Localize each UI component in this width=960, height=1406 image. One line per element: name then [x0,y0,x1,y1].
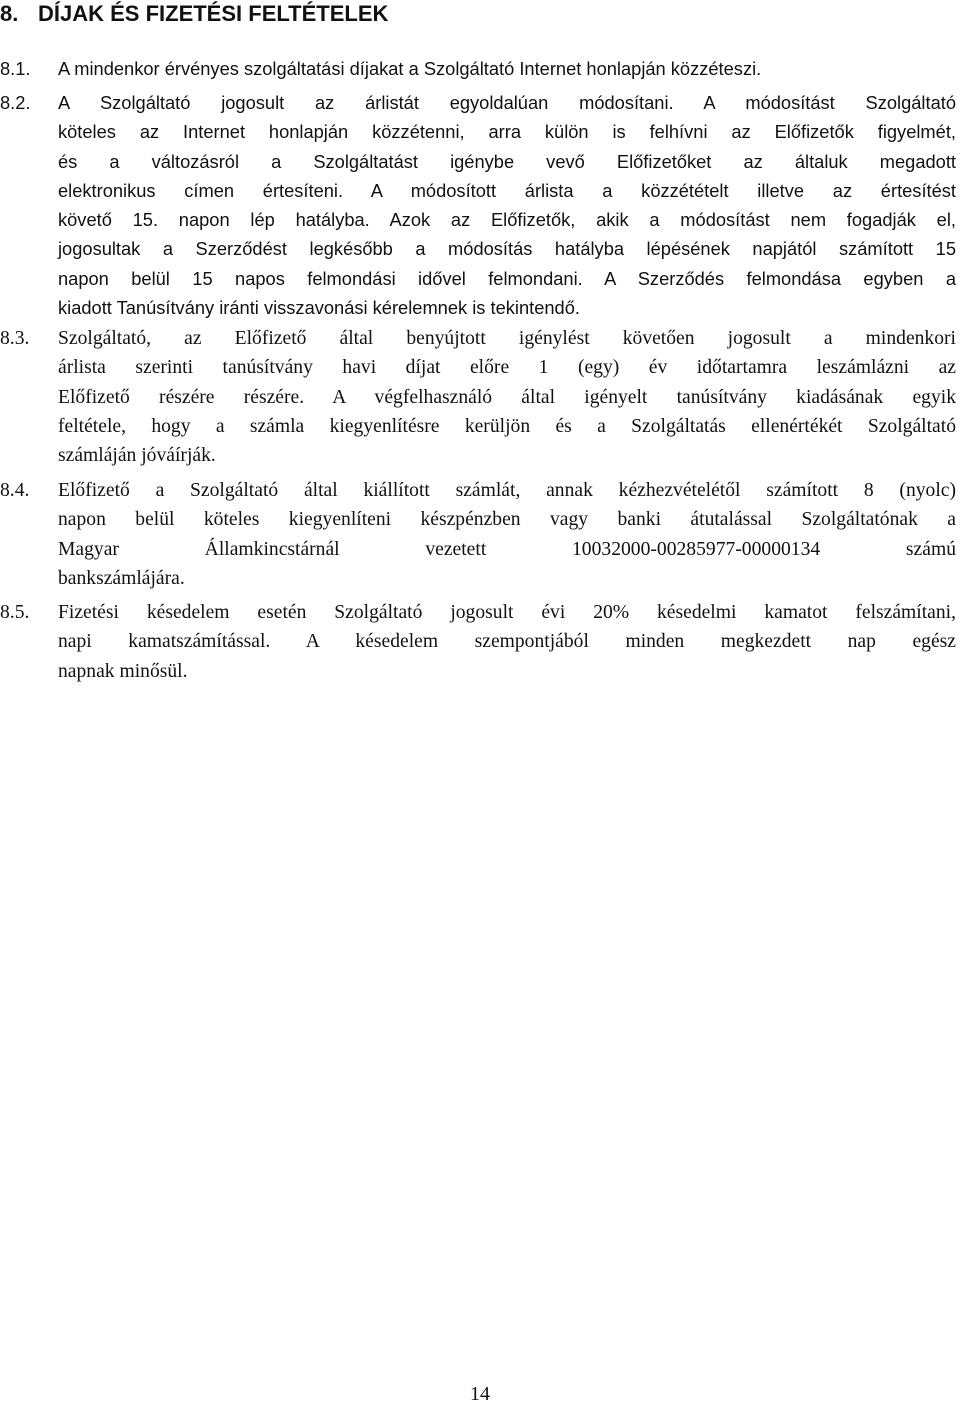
clause-8-4 [0,476,956,593]
clause-line: Fizetési késedelem esetén Szolgáltató jogosult évi 20% késedelmi kamatot felszámítani, [58,602,956,623]
section-heading-title: DÍJAK ÉS FIZETÉSI FELTÉTELEK [38,1,389,26]
clause-line: napon belül köteles kiegyenlíteni készpénzben vagy banki átutalással Szolgáltatónak a [58,509,956,531]
clause-line: számláján jóváírják. [58,445,216,467]
clause-line: A mindenkor érvényes szolgáltatási díjakat a Szolgáltató Internet honlapján közzéteszi. [58,58,762,79]
section-heading [0,1,388,27]
clause-line: napon belül 15 napos felmondási idővel felmondani. A Szerződés felmondása egyben a [58,267,956,289]
clause-line: elektronikus címen értesíteni. A módosított árlista a közzétételt illetve az értesítést [58,179,956,201]
page-number: 14 [470,1383,490,1405]
clause-line: Előfizető részére részére. A végfelhasználó által igényelt tanúsítvány kiadásának egyik [58,386,956,408]
clause-number: 8.4. [0,480,30,501]
clause-text [58,324,956,470]
clause-line: köteles az Internet honlapján közzétenni, arra külön is felhívni az Előfizetők figyelmét, [58,121,956,143]
clause-number: 8.5. [0,602,30,623]
clause-line: árlista szerinti tanúsítvány havi díjat előre 1 (egy) év időtartamra leszámlázni az [58,357,956,379]
clause-line: bankszámlájára. [58,567,185,589]
clause-line: kiadott Tanúsítvány iránti visszavonási kérelemnek is tekintendő. [58,297,580,319]
clause-line: napi kamatszámítással. A késedelem szempontjából minden megkezdett nap egész [58,631,956,653]
clause-number: 8.2. [0,92,31,113]
clause-text [58,54,956,83]
clause-number: 8.1. [0,58,31,79]
clause-number: 8.3. [0,328,30,349]
clause-8-2 [0,88,956,322]
clause-line: feltétele, hogy a számla kiegyenlítésre kerüljön és a Szolgáltatás ellenértékét Szolgáltató [58,415,956,437]
clause-line: A Szolgáltató jogosult az árlistát egyoldalúan módosítani. A módosítást Szolgáltató [58,92,956,113]
clause-line: és a változásról a Szolgáltatást igénybe vevő Előfizetőket az általuk megadott [58,150,956,172]
clause-line: Magyar Államkincstárnál vezetett 10032000-00285977-00000134 számú [58,538,956,560]
clause-line: napnak minősül. [58,660,188,682]
clause-line: jogosultak a Szerződést legkésőbb a módosítás hatályba lépésének napjától számított 15 [58,238,956,260]
clause-8-5 [0,598,956,686]
section-heading-number: 8. [0,1,19,26]
clause-line: Szolgáltató, az Előfizető által benyújtott igénylést követően jogosult a mindenkori [58,328,956,349]
clause-text [58,598,956,686]
clause-8-1 [0,54,956,83]
clause-text [58,88,956,322]
clause-line: Előfizető a Szolgáltató által kiállított számlát, annak kézhezvételétől számított 8 (nyolc) [58,480,956,501]
clause-line: követő 15. napon lép hatályba. Azok az Előfizetők, akik a módosítást nem fogadják el, [58,209,956,231]
clause-text [58,476,956,593]
clause-8-3 [0,324,956,470]
